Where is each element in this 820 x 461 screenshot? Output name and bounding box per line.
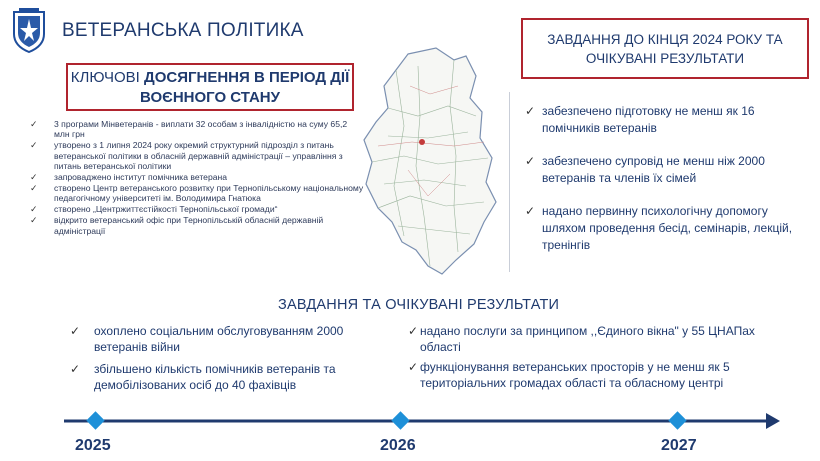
list-item: ✓ надано послуги за принципом ,,Єдиного вікна" у 55 ЦНАПах області bbox=[408, 324, 755, 354]
checkmark-icon: ✓ bbox=[525, 104, 536, 118]
checkmark-icon: ✓ bbox=[30, 172, 38, 183]
list-item: ✓ збільшено кількість помічників ветеранів та демобілізованих осіб до 40 фахівців bbox=[70, 362, 336, 392]
checkmark-icon: ✓ bbox=[408, 324, 419, 338]
coat-of-arms-icon bbox=[10, 8, 48, 54]
timeline-arrow-icon bbox=[766, 413, 780, 429]
checkmark-icon: ✓ bbox=[30, 204, 38, 215]
timeline bbox=[0, 400, 820, 440]
timeline-marker-2027 bbox=[668, 411, 686, 429]
goals-2024-heading: ЗАВДАННЯ ДО КІНЦЯ 2024 РОКУ ТА ОЧІКУВАНІ РЕЗУЛЬТАТИ bbox=[521, 18, 809, 79]
list-item: ✓ 3 програми Мінветеранів - виплати 32 особам з інвалідністю на суму 65,2 млн грн bbox=[30, 119, 348, 140]
checkmark-icon: ✓ bbox=[30, 215, 38, 226]
checkmark-icon: ✓ bbox=[408, 360, 419, 374]
list-item: ✓ утворено з 1 липня 2024 року окремий структурний підрозділ з питань ветеранської політики в обласній державній адміністрації – управління з питань ветеранської політики bbox=[30, 140, 343, 172]
goals-2024-list bbox=[525, 103, 815, 270]
checkmark-icon: ✓ bbox=[525, 154, 536, 168]
tasks-right-list bbox=[408, 323, 768, 395]
year-2026: 2026 bbox=[380, 437, 416, 454]
list-item: ✓ забезпечено супровід не менш ніж 2000 ветеранів та членів їх сімей bbox=[525, 154, 765, 185]
list-item: ✓ надано первинну психологічну допомогу шляхом проведення бесід, семінарів, лекцій, тренінгів bbox=[525, 204, 793, 252]
checkmark-icon: ✓ bbox=[525, 204, 536, 218]
checkmark-icon: ✓ bbox=[70, 324, 81, 338]
timeline-marker-2026 bbox=[391, 411, 409, 429]
list-item: ✓ функціонування ветеранських просторів у не менш як 5 територіальних громадах області та обласному центрі bbox=[408, 360, 730, 390]
city-marker bbox=[419, 139, 425, 145]
achievements-heading bbox=[66, 63, 354, 111]
list-item: ✓ запроваджено інститут помічника ветерана bbox=[30, 172, 228, 183]
region-map bbox=[358, 46, 504, 278]
tasks-left-list bbox=[70, 323, 370, 399]
list-item: ✓ охоплено соціальним обслуговуванням 2000 ветеранів війни bbox=[70, 324, 344, 354]
checkmark-icon: ✓ bbox=[30, 140, 38, 151]
checkmark-icon: ✓ bbox=[30, 119, 38, 129]
list-item: ✓ відкрито ветеранський офіс при Тернопільській обласній державній адміністрації bbox=[30, 215, 324, 236]
achievements-heading-prefix: КЛЮЧОВІ bbox=[70, 69, 145, 86]
timeline-marker-2025 bbox=[86, 411, 104, 429]
tasks-heading: ЗАВДАННЯ ТА ОЧІКУВАНІ РЕЗУЛЬТАТИ bbox=[278, 297, 560, 313]
year-2025: 2025 bbox=[75, 437, 111, 454]
year-2027: 2027 bbox=[661, 437, 697, 454]
achievements-heading-bold: ДОСЯГНЕННЯ В ПЕРІОД ДІЇ ВОЄННОГО СТАНУ bbox=[140, 69, 350, 106]
achievements-list bbox=[30, 119, 365, 236]
checkmark-icon: ✓ bbox=[70, 362, 81, 376]
checkmark-icon: ✓ bbox=[30, 182, 38, 193]
list-item: ✓ створено Центр ветеранського розвитку при Тернопільському національному педагогічному університеті ім. Володимира Гнатюка bbox=[30, 182, 364, 204]
list-item: ✓ забезпечено підготовку не менш як 16 помічників ветеранів bbox=[525, 104, 755, 135]
divider bbox=[509, 92, 510, 272]
page-title: ВЕТЕРАНСЬКА ПОЛІТИКА bbox=[62, 20, 304, 41]
list-item: ✓ створено „Центржиттєстійкості Тернопільської громади“ bbox=[30, 204, 278, 215]
